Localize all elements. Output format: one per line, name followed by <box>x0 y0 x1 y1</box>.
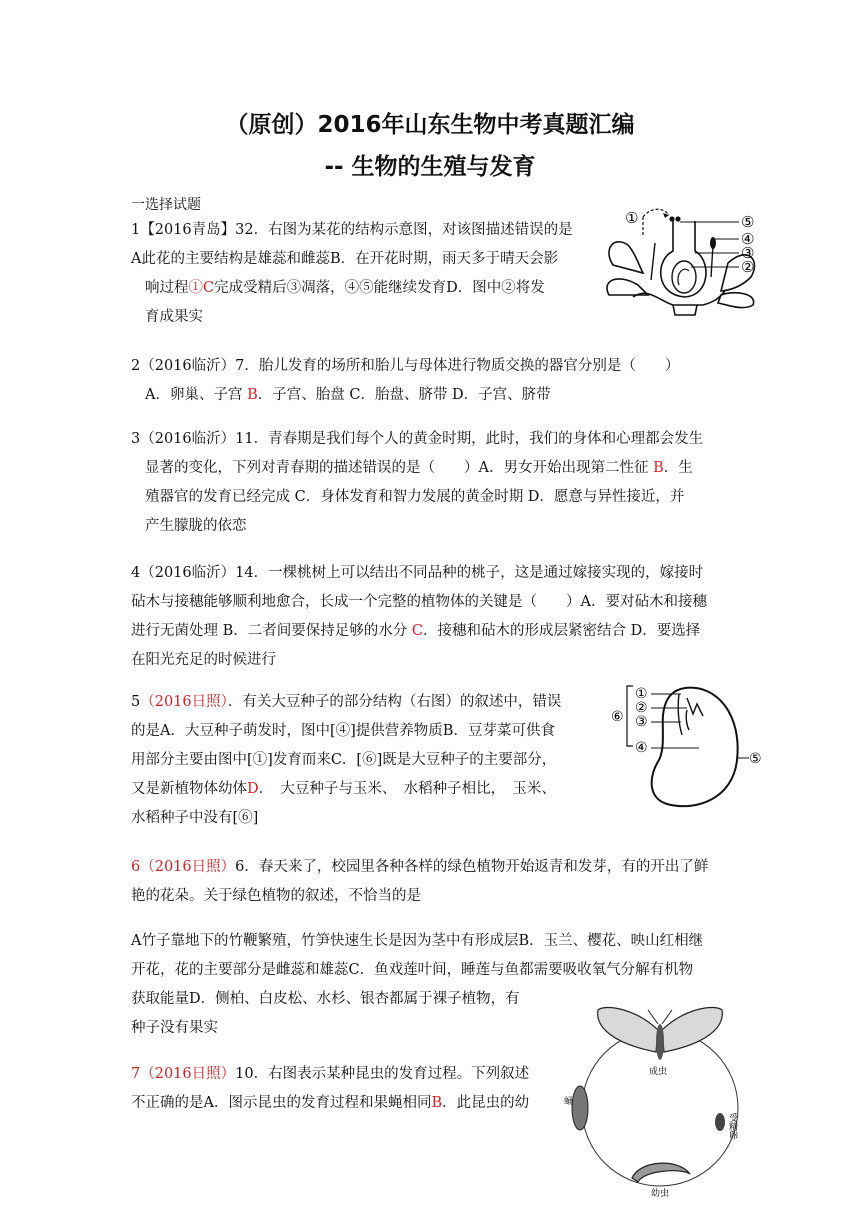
insect-label-egg: 受精卵 <box>727 1113 737 1140</box>
question-5 <box>131 688 591 833</box>
q4-line1: 4（2016临沂）14．一棵桃树上可以结出不同品种的桃子，这是通过嫁接实现的，嫁接时 <box>131 565 704 581</box>
q2-line2: A．卵巢、子宫 B．子宫、胎盘 C．胎盘、脐带 D．子宫、脐带 <box>145 387 551 403</box>
soybean-seed-diagram <box>607 680 767 815</box>
question-6 <box>131 853 751 911</box>
q5-line1: 5（2016日照）．有关大豆种子的部分结构（右图）的叙述中，错误 <box>131 694 562 710</box>
flower-label-1: ① <box>625 209 639 227</box>
answer-mark: B <box>431 1095 443 1111</box>
flower-label-3: ③ <box>741 244 755 262</box>
q7-line1: 7（2016日照）10．右图表示某种昆虫的发育过程。下列叙述 <box>131 1066 530 1082</box>
q5-line2: 的是A．大豆种子萌发时，图中[④]提供营养物质B．豆芽菜可供食 <box>131 723 555 739</box>
q5-line3: 用部分主要由图中[①]发育而来C．[⑥]既是大豆种子的主要部分， <box>131 752 557 768</box>
answer-mark: D <box>247 781 259 797</box>
insect-label-larva: 幼虫 <box>651 1189 670 1199</box>
q4-line3: 进行无菌处理 B．二者间要保持足够的水分 C．接穗和砧木的形成层紧密结合 D．要选择 <box>131 623 701 639</box>
q1-line3: 响过程①C完成受精后③凋落，④⑤能继续发育D．图中②将发 <box>145 280 545 296</box>
seed-label-4: ④ <box>635 740 648 756</box>
answer-mark: B <box>653 460 664 476</box>
flower-label-4: ④ <box>741 230 755 248</box>
insect-label-pupa: 蛹 <box>564 1097 574 1107</box>
question-2 <box>131 352 731 410</box>
seed-label-3: ③ <box>635 714 648 730</box>
q3-line2: 显著的变化，下列对青春期的描述错误的是（ ）A．男女开始出现第二性征 B．生 <box>145 460 693 476</box>
flower-structure-diagram <box>603 205 763 317</box>
q3-line3: 殖器官的发育已经完成 C．身体发育和智力发展的黄金时期 D．愿意与异性接近，并 <box>145 489 685 505</box>
q5-line5: 水稻种子中没有[⑥] <box>131 810 259 826</box>
q5-line4: 又是新植物体幼体D． 大豆种子与玉米、 水稻种子相比， 玉米、 <box>131 781 556 797</box>
q6-line5: 获取能量D．侧柏、白皮松、水杉、银杏都属于裸子植物，有 <box>131 991 520 1007</box>
flower-label-5: ⑤ <box>741 213 755 231</box>
q1-line4: 育成果实 <box>145 309 203 325</box>
question-1 <box>131 216 601 332</box>
flower-label-2: ② <box>741 258 755 276</box>
q6-line1: 6（2016日照）6．春天来了，校园里各种各样的绿色植物开始返青和发芽，有的开出了鲜 <box>131 859 709 875</box>
q2-line1: 2（2016临沂）7．胎儿发育的场所和胎儿与母体进行物质交换的器官分别是（ ） <box>131 358 680 374</box>
insect-label-adult: 成虫 <box>649 1067 668 1077</box>
question-4 <box>131 559 751 675</box>
answer-mark: B <box>247 387 258 403</box>
q4-line4: 在阳光充足的时候进行 <box>131 652 276 668</box>
q3-line1: 3（2016临沂）11．青春期是我们每个人的黄金时期，此时，我们的身体和心理都会发生 <box>131 431 704 447</box>
q6-line2: 艳的花朵。关于绿色植物的叙述，不恰当的是 <box>131 888 421 904</box>
section-heading: 一选择试题 <box>131 197 201 213</box>
seed-label-5: ⑤ <box>749 751 762 767</box>
answer-mark: ①C <box>188 280 215 296</box>
q6-line3: A竹子靠地下的竹鞭繁殖，竹笋快速生长是因为茎中有形成层B．玉兰、樱花、映山红相继 <box>131 933 704 949</box>
q1-line1: 1【2016青岛】32．右图为某花的结构示意图，对该图描述错误的是 <box>131 222 573 238</box>
q6-line4: 开花，花的主要部分是雌蕊和雄蕊C．鱼戏莲叶间，睡莲与鱼都需要吸收氧气分解有机物 <box>131 962 694 978</box>
q4-line2: 砧木与接穗能够顺利地愈合，长成一个完整的植物体的关键是（ ）A．要对砧木和接穗 <box>131 594 707 610</box>
q6-line6: 种子没有果实 <box>131 1020 218 1036</box>
seed-label-1: ① <box>635 686 648 702</box>
insect-life-cycle-diagram <box>560 1000 760 1200</box>
seed-label-6: ⑥ <box>611 709 624 725</box>
q7-line2: 不正确的是A．图示昆虫的发育过程和果蝇相同B．此昆虫的幼 <box>131 1095 530 1111</box>
document-title: （原创）2016年山东生物中考真题汇编 <box>225 112 635 138</box>
answer-mark: C <box>411 623 423 639</box>
q3-line4: 产生朦胧的依恋 <box>145 518 247 534</box>
q1-line2: A此花的主要结构是雄蕊和雌蕊B．在开花时期，雨天多于晴天会影 <box>131 251 559 267</box>
document-subtitle: -- 生物的生殖与发育 <box>324 154 536 180</box>
seed-label-2: ② <box>635 700 648 716</box>
question-3 <box>131 425 751 541</box>
question-7 <box>131 1060 561 1118</box>
